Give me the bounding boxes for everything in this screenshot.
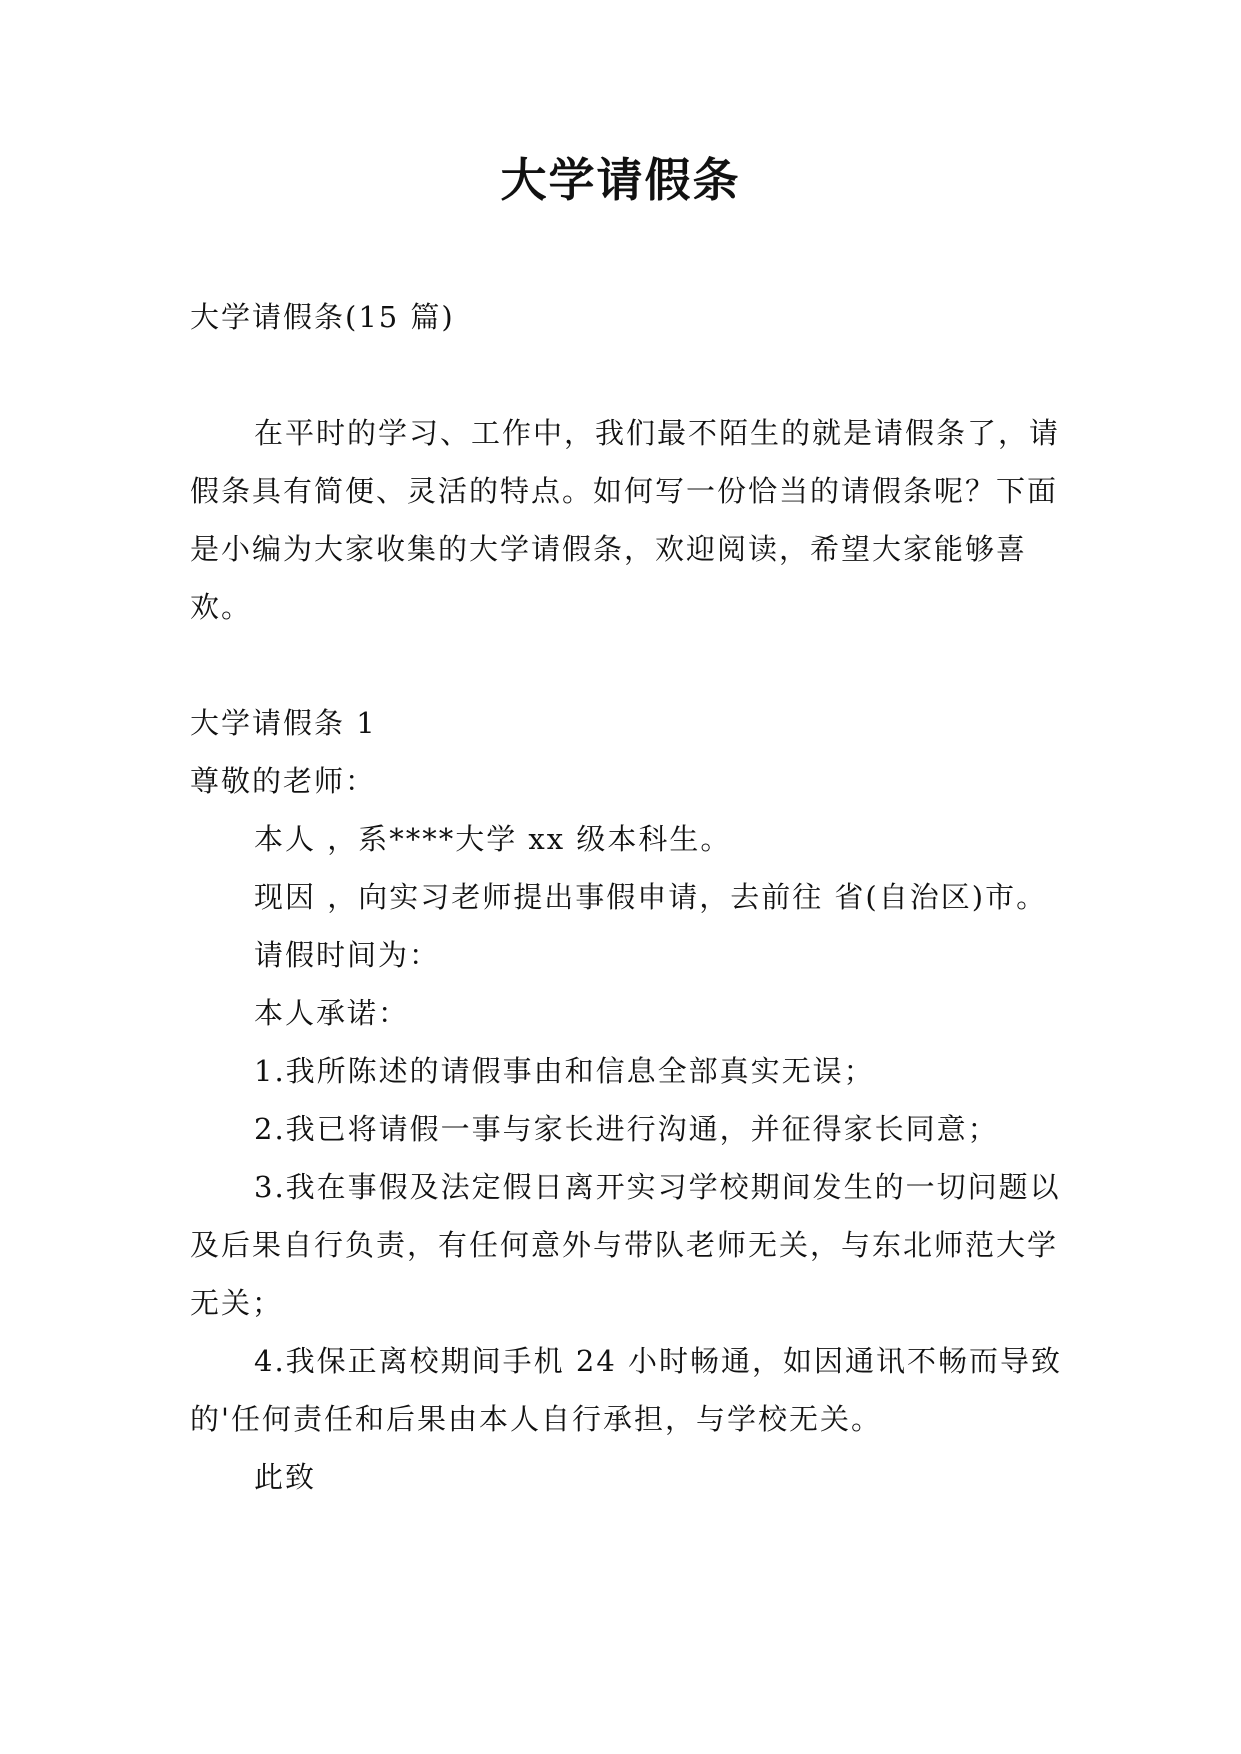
body-line-promise: 本人承诺： (254, 996, 410, 1030)
document-subtitle: 大学请假条(15 篇) (190, 300, 455, 334)
promise-item-1: 1.我所陈述的请假事由和信息全部真实无误； (254, 1054, 875, 1088)
promise-item-3: 3.我在事假及法定假日离开实习学校期间发生的一切问题以及后果自行负责，有任何意外与带队老师无关，与东北师范大学无关； (190, 1170, 1061, 1320)
promise-item-4: 4.我保正离校期间手机 24 小时畅通，如因通讯不畅而导致的'任何责任和后果由本人自行承担，与学校无关。 (190, 1344, 1063, 1436)
body-line-reason: 现因 ，向实习老师提出事假申请，去前往 省(自治区)市。 (254, 880, 1048, 914)
closing-line: 此致 (254, 1460, 317, 1494)
document-title: 大学请假条 (500, 153, 741, 207)
body-line-identity: 本人 ，系****大学 xx 级本科生。 (254, 822, 732, 856)
intro-paragraph: 在平时的学习、工作中，我们最不陌生的就是请假条了，请假条具有简便、灵活的特点。如何写一份恰当的请假条呢？下面是小编为大家收集的大学请假条，欢迎阅读，希望大家能够喜欢。 (190, 416, 1061, 624)
body-line-leave-time: 请假时间为： (254, 938, 441, 972)
promise-item-2: 2.我已将请假一事与家长进行沟通，并征得家长同意； (254, 1112, 999, 1146)
document-body (190, 288, 1068, 1506)
section-heading: 大学请假条 1 (190, 706, 377, 740)
salutation: 尊敬的老师： (190, 764, 377, 798)
